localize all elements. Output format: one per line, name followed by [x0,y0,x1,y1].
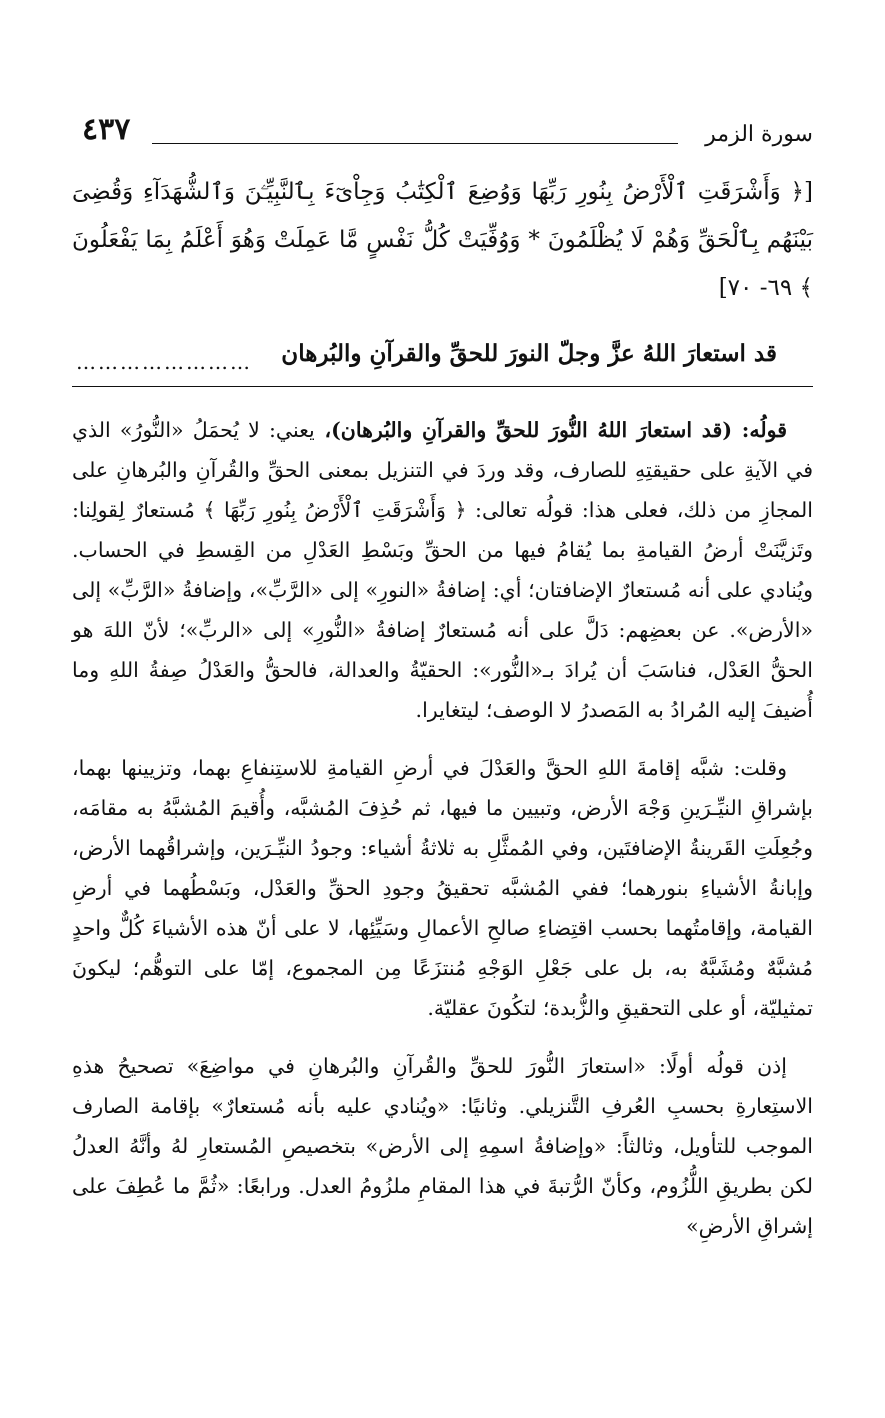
section-heading: قد استعارَ اللهُ عزَّ وجلّ النورَ للحقِّ والقرآنِ والبُرهان [281,340,777,367]
header-rule [152,143,678,144]
paragraph-1 [72,410,813,730]
quoted-lemma: قولُه: (قد استعارَ اللهُ النُّورَ للحقِّ والقرآنِ والبُرهان)، [314,418,787,442]
commentary-body [72,410,813,1264]
paragraph-3 [72,1046,813,1246]
paragraph-text: إذن قولُه أولًا: «استعارَ النُّورَ للحقِّ والقُرآنِ والبُرهانِ في مواضِعَ» تصحيحُ هذهِ الاستِعارةِ بحسبِ العُرفِ التَّنزيلي. وثانيًا: «ويُنادي عليه بأنه مُستعارٌ» بإقامة الصارف الموجب للتأويل، وثالثاً: «وإضافةُ اسمِهِ إلى الأرض» بتخصيصِ المُستعارِ لهُ وأنَّهُ العدلُ لكن بطريقِ اللُّزُوم، وكأنّ الرُّتبةَ في هذا المقامِ ملزُومُ العدل. ورابعًا: «ثُمَّ ما عُطِفَ على إشراقِ الأرضِ» [72,1054,813,1238]
paragraph-2 [72,748,813,1028]
surah-name: سورة الزمر [705,122,813,147]
paragraph-text: وقلت: شبَّه إقامةَ اللهِ الحقَّ والعَدْلَ في أرضِ القيامةِ للاستِنفاعِ بهما، وتزيينها بهما، بإشراقِ النيِّـرَينِ وَجْهَ الأرض، وتبيين ما فيها، ثم حُذِفَ المُشبَّه، وأُقيمَ المُشبَّهُ به مقامَه، وجُعِلَتِ القَرينةُ الإضافتَين، وفي المُمثَّلِ به ثلاثةُ أشياء: وجودُ النيِّـرَين، وإشراقُهما الأرض، وإبانةُ الأشياءِ بنورهما؛ ففي المُشبَّه تحقيقُ وجودِ الحقِّ والعَدْل، وبَسْطُهما في أرضِ القيامة، وإقامتُهما بحسب اقتِضاءِ صالحِ الأعمالِ وسَيِّئِها، لا على أنّ هذه الأشياءَ كُلٌّ واحدٍ مُشبَّهٌ ومُشَبَّهٌ به، بل على جَعْلِ الوَجْهِ مُنتزَعًا مِن المجموع، إمّا على التوهُّم؛ ليكونَ تمثيليّة، أو على التحقيقِ والزُّبدة؛ لتكُونَ عقليّة. [72,756,813,1020]
page-number: ٤٣٧ [82,112,131,147]
quran-verse: [﴿ وَأَشْرَقَتِ ٱلْأَرْضُ بِنُورِ رَبِّهَا وَوُضِعَ ٱلْكِتَٰبُ وَجِاْىٓءَ بِٱلنَّبِيِّـۧنَ وَٱلشُّهَدَآءِ وَقُضِىَ بَيْنَهُم بِٱلْحَقِّ وَهُمْ لَا يُظْلَمُونَ * وَوُفِّيَتْ كُلُّ نَفْسٍ مَّا عَمِلَتْ وَهُوَ أَعْلَمُ بِمَا يَفْعَلُونَ ﴾ ٦٩- ٧٠] [72,179,813,301]
section-divider [72,386,813,387]
paragraph-text: يعني: لا يُحمَلُ «النُّورُ» الذي في الآيةِ على حقيقتِهِ للصارف، وقد وردَ في التنزيل بمعنى الحقِّ والقُرآنِ والبُرهانِ على المجازِ من ذلك، فعلى هذا: قولُه تعالى: ﴿ وَأَشْرَقَتِ ٱلْأَرْضُ بِنُورِ رَبِّهَا ﴾ مُستعارٌ لِقولِنا: وتَزيَّنَتْ أرضُ القيامةِ بما يُقامُ فيها من الحقِّ وبَسْطِ العَدْلِ من القِسطِ في الحساب. ويُنادي على أنه مُستعارٌ الإضافتان؛ أي: إضافةُ «النورِ» إلى «الرَّبِّ»، وإضافةُ «الرَّبِّ» إلى «الأرض». عن بعضِهم: دَلَّ على أنه مُستعارٌ إضافةُ «النُّورِ» إلى «الربِّ»؛ لأنّ اللهَ هو الحقُّ العَدْل، فناسَبَ أن يُرادَ بـ«النُّور»: الحقيّةُ والعدالة، فالحقُّ والعَدْلُ صِفةُ اللهِ وما أُضيفَ إليه المُرادُ به المَصدرُ لا الوصف؛ ليتغايرا. [72,418,813,722]
heading-leader-dots: …………………… [76,350,252,374]
running-header [82,112,813,152]
